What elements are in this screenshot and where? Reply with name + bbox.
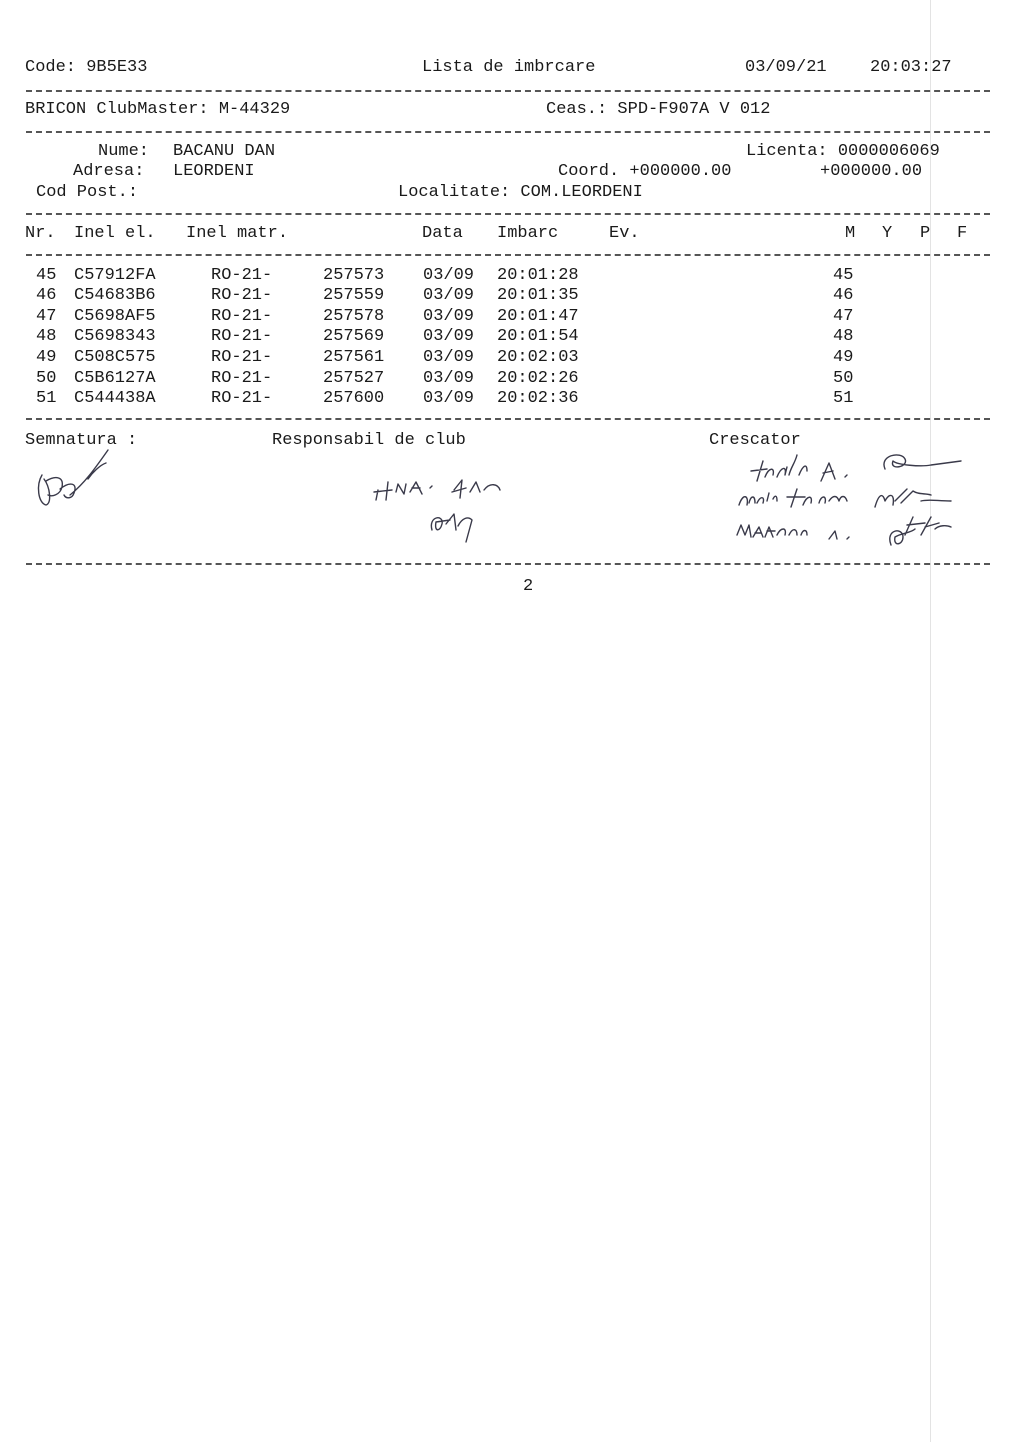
divider [26,213,990,215]
row-nr: 47 [36,307,57,326]
row-nr: 50 [36,369,57,388]
row-date: 03/09 [423,389,475,408]
col-header-p: P [920,224,931,243]
row-m: 45 [833,266,854,285]
row-prefix: RO-21- [211,369,273,388]
row-inel-el: C54683B6 [74,286,156,305]
license-number: Licenta: 0000006069 [746,142,940,161]
breeder-signatures [725,445,995,560]
divider [26,563,990,565]
row-m: 51 [833,389,854,408]
row-prefix: RO-21- [211,348,273,367]
coordinates-lon: +000000.00 [820,162,923,181]
locality: Localitate: COM.LEORDENI [398,183,643,202]
row-time: 20:01:28 [497,266,579,285]
row-inel-matr: 257600 [323,389,385,408]
code-label: Code: 9B5E33 [25,58,148,77]
print-date: 03/09/21 [745,58,827,77]
row-inel-el: C5B6127A [74,369,156,388]
row-date: 03/09 [423,307,475,326]
row-date: 03/09 [423,348,475,367]
address-label: Adresa: [73,162,145,181]
row-prefix: RO-21- [211,286,273,305]
col-header-data: Data [422,224,463,243]
row-nr: 51 [36,389,57,408]
row-prefix: RO-21- [211,389,273,408]
row-time: 20:01:54 [497,327,579,346]
row-prefix: RO-21- [211,307,273,326]
row-inel-el: C57912FA [74,266,156,285]
row-time: 20:01:35 [497,286,579,305]
row-time: 20:02:26 [497,369,579,388]
name-label: Nume: [98,142,150,161]
row-inel-matr: 257561 [323,348,385,367]
row-m: 50 [833,369,854,388]
row-prefix: RO-21- [211,266,273,285]
row-date: 03/09 [423,327,475,346]
signature-label: Semnatura : [25,431,138,450]
row-inel-matr: 257573 [323,266,385,285]
club-responsible-label: Responsabil de club [272,431,466,450]
divider [26,131,990,133]
row-m: 49 [833,348,854,367]
row-inel-matr: 257569 [323,327,385,346]
page-number: 2 [523,577,534,596]
row-m: 47 [833,307,854,326]
club-responsible-signature [370,468,520,548]
divider [26,254,990,256]
breeder-label: Crescator [709,431,801,450]
col-header-m: M [845,224,856,243]
col-header-inel-el: Inel el. [74,224,156,243]
row-nr: 48 [36,327,57,346]
owner-address: LEORDENI [173,162,255,181]
row-time: 20:02:03 [497,348,579,367]
row-inel-el: C508C575 [74,348,156,367]
row-nr: 45 [36,266,57,285]
row-inel-el: C5698AF5 [74,307,156,326]
row-date: 03/09 [423,369,475,388]
scan-fold-line [930,0,931,1442]
owner-signature [30,445,120,515]
row-nr: 49 [36,348,57,367]
row-date: 03/09 [423,266,475,285]
divider [26,90,990,92]
row-time: 20:02:36 [497,389,579,408]
divider [26,418,990,420]
row-m: 46 [833,286,854,305]
col-header-inel-matr: Inel matr. [186,224,289,243]
col-header-nr: Nr. [25,224,56,243]
row-time: 20:01:47 [497,307,579,326]
row-inel-matr: 257578 [323,307,385,326]
owner-name: BACANU DAN [173,142,276,161]
row-nr: 46 [36,286,57,305]
col-header-y: Y [882,224,893,243]
page-title: Lista de imbrcare [422,58,596,77]
postcode-label: Cod Post.: [36,183,139,202]
row-inel-el: C5698343 [74,327,156,346]
coordinates-lat: Coord. +000000.00 [558,162,732,181]
col-header-ev: Ev. [609,224,640,243]
col-header-imbarc: Imbarc [497,224,559,243]
club-info: BRICON ClubMaster: M-44329 [25,100,291,119]
row-prefix: RO-21- [211,327,273,346]
row-inel-matr: 257559 [323,286,385,305]
row-date: 03/09 [423,286,475,305]
col-header-f: F [957,224,968,243]
print-time: 20:03:27 [870,58,952,77]
clock-info: Ceas.: SPD-F907A V 012 [546,100,771,119]
row-inel-el: C544438A [74,389,156,408]
row-inel-matr: 257527 [323,369,385,388]
row-m: 48 [833,327,854,346]
